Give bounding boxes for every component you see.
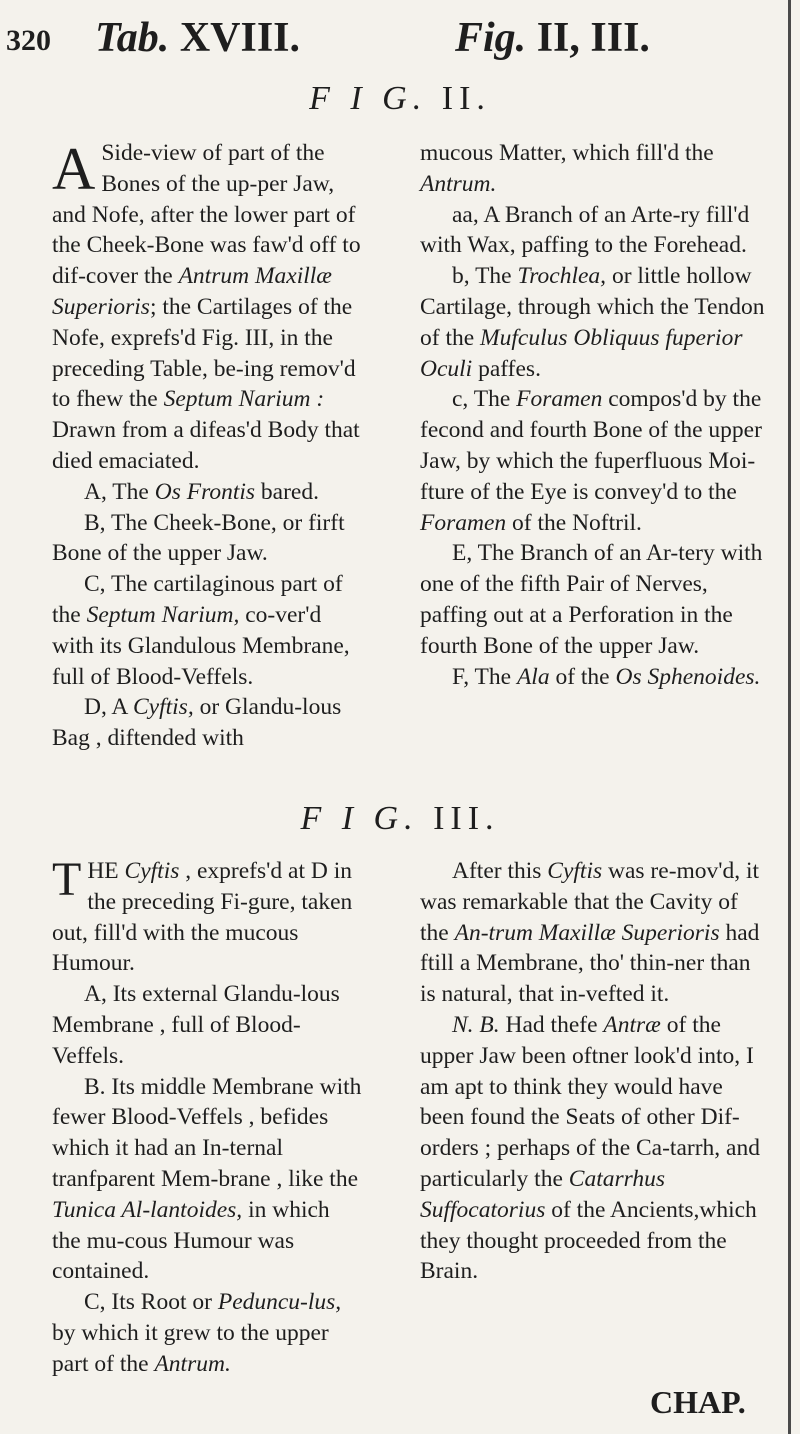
fig2-item-aa: aa, A Branch of an Arte-ry fill'd with Wax, paffing to the Forehead. bbox=[420, 201, 750, 259]
text-run: Foramen bbox=[420, 509, 507, 536]
text-run: Antrum. bbox=[154, 1350, 231, 1377]
text-run: Had thefe bbox=[499, 1011, 604, 1038]
catchword: CHAP. bbox=[650, 1384, 746, 1420]
text-run: of the Noftril. bbox=[506, 509, 642, 536]
text-run: C, The cartilaginous part of the bbox=[52, 571, 343, 628]
text-run: A, The bbox=[84, 478, 155, 505]
fig2-item-a bbox=[52, 477, 364, 508]
text-run: , exprefs'd at D in the preceding Fi-gure, taken out, fill'd with the mucous Humour. bbox=[52, 858, 353, 977]
fig2-heading-label: F I G. bbox=[309, 80, 428, 117]
text-run: After this bbox=[452, 858, 548, 884]
text-run: Antrum. bbox=[420, 170, 497, 197]
fig3-after-paragraph bbox=[420, 856, 770, 1010]
fig3-left-column bbox=[52, 853, 364, 1380]
text-run: Os Frontis bbox=[154, 478, 256, 505]
text-run: Cyftis bbox=[124, 858, 180, 884]
fig2-right-column bbox=[420, 138, 770, 692]
text-run: or Glandu-lous Bag , diftended with bbox=[52, 694, 342, 752]
fig2-heading bbox=[0, 80, 800, 118]
text-run: C, Its Root or bbox=[84, 1289, 218, 1316]
text-run: was re-mov'd, it was remarkable that the Cavity of the bbox=[420, 858, 760, 946]
text-run: or little hollow Cartilage, through which the Tendon of the bbox=[420, 263, 765, 351]
text-run: Cyftis, bbox=[132, 694, 194, 721]
fig2-item-c-lower bbox=[420, 384, 770, 538]
text-run: ; the Cartilages of the Nofe, exprefs'd Fig. III, in the preceding Table, be-ing remov'd to fhew the bbox=[52, 293, 356, 413]
text-run: mucous Matter, which fill'd the bbox=[420, 140, 714, 166]
text-run: Antrum Maxillæ Superioris bbox=[52, 263, 332, 320]
fig3-right-column bbox=[420, 856, 770, 1287]
text-run: b, The bbox=[452, 263, 518, 290]
text-run: of the upper Jaw been oftner look'd into, I am apt to think they would have been found the Seats of other Dif-orders ; perhaps of the Ca-tarrh, and particularly the bbox=[420, 1011, 760, 1192]
text-run: of the Ancients,which they thought proceeded from the Brain. bbox=[420, 1196, 757, 1285]
fig2-item-d bbox=[52, 692, 364, 754]
binding-rule bbox=[788, 0, 791, 1434]
fig2-intro-paragraph bbox=[52, 138, 364, 477]
text-run: compos'd by the fecond and fourth Bone of the upper Jaw, by which the fuperfluous Moi-fture of the Eye is convey'd to the bbox=[420, 386, 762, 505]
text-run: by which it grew to the upper part of the bbox=[52, 1319, 329, 1377]
fig3-heading bbox=[0, 800, 800, 838]
text-run: paffes. bbox=[472, 355, 541, 382]
text-run: of the bbox=[549, 663, 616, 690]
figure-reference bbox=[455, 14, 650, 62]
running-header bbox=[0, 10, 800, 70]
text-run: Os Sphenoides. bbox=[615, 663, 761, 690]
fig3-item-a: A, Its external Glandu-lous Membrane , full of Blood-Veffels. bbox=[52, 981, 340, 1069]
text-run: Trochlea, bbox=[517, 263, 607, 290]
plate-numeral: XVIII. bbox=[179, 15, 301, 61]
fig2-item-c bbox=[52, 569, 364, 692]
fig-numerals: II, III. bbox=[536, 15, 650, 61]
text-run: in which the mu-cous Humour was contained. bbox=[52, 1196, 330, 1285]
page-number: 320 bbox=[6, 24, 51, 57]
dropcap-a: A bbox=[52, 136, 96, 202]
fig2-left-column bbox=[52, 138, 364, 754]
text-run: Tunica Al-lantoides, bbox=[52, 1196, 243, 1223]
fig2-continuation bbox=[420, 138, 770, 200]
fig3-heading-number: III. bbox=[433, 800, 500, 837]
fig2-item-f bbox=[420, 662, 770, 693]
dropcap-t: T bbox=[52, 853, 82, 906]
fig3-heading-label: F I G. bbox=[300, 800, 419, 837]
text-run: Drawn from a difeas'd Body that died emaciated. bbox=[52, 417, 360, 474]
fig2-item-e: E, The Branch of an Ar-tery with one of the fifth Pair of Nerves, paffing out at a Perforation in the fourth Bone of the upper Jaw. bbox=[420, 540, 763, 659]
text-run: Septum Narium : bbox=[163, 386, 325, 413]
text-run: F, The bbox=[452, 663, 517, 690]
text-run: Antræ bbox=[603, 1011, 661, 1038]
text-run: N. B. bbox=[452, 1011, 500, 1038]
plate-reference bbox=[95, 14, 300, 62]
text-run: HE bbox=[87, 858, 125, 884]
text-run: co-ver'd with its Glandulous Membrane, full of Blood-Veffels. bbox=[52, 601, 350, 690]
text-run: Septum Narium, bbox=[86, 601, 240, 628]
text-run: Cyftis bbox=[547, 858, 603, 884]
plate-label: Tab. bbox=[95, 15, 170, 61]
text-run: An-trum Maxillæ Superioris bbox=[454, 919, 720, 946]
text-run: Mufculus Obliquus fuperior Oculi bbox=[420, 324, 743, 382]
text-run: B. Its middle Membrane with fewer Blood-Veffels , befides which it had an In-ternal tranfparent Mem-brane , like the bbox=[52, 1073, 362, 1192]
text-run: Side-view of part of the Bones of the up-per Jaw, and Nofe, after the lower part of the Cheek-Bone was faw'd off to dif-cover the bbox=[52, 140, 361, 290]
text-run: D, A bbox=[84, 694, 133, 721]
text-run: c, The bbox=[452, 386, 517, 413]
fig2-item-b-lower bbox=[420, 261, 770, 384]
text-run: bared. bbox=[255, 478, 319, 505]
fig2-heading-number: II. bbox=[441, 80, 491, 117]
fig3-item-b bbox=[52, 1072, 364, 1288]
text-run: Foramen bbox=[516, 386, 603, 413]
fig-label: Fig. bbox=[455, 15, 527, 61]
fig3-item-c bbox=[52, 1287, 364, 1379]
text-run: Catarrhus Suffocatorius bbox=[420, 1165, 665, 1223]
fig3-intro-paragraph bbox=[52, 853, 364, 979]
text-run: Peduncu-lus, bbox=[217, 1289, 342, 1316]
text-run: Ala bbox=[516, 663, 550, 690]
fig2-item-b: B, The Cheek-Bone, or firft Bone of the upper Jaw. bbox=[52, 509, 345, 567]
fig3-nb-paragraph bbox=[420, 1010, 770, 1287]
text-run: had ftill a Membrane, tho' thin-ner than is natural, that in-vefted it. bbox=[420, 919, 760, 1008]
